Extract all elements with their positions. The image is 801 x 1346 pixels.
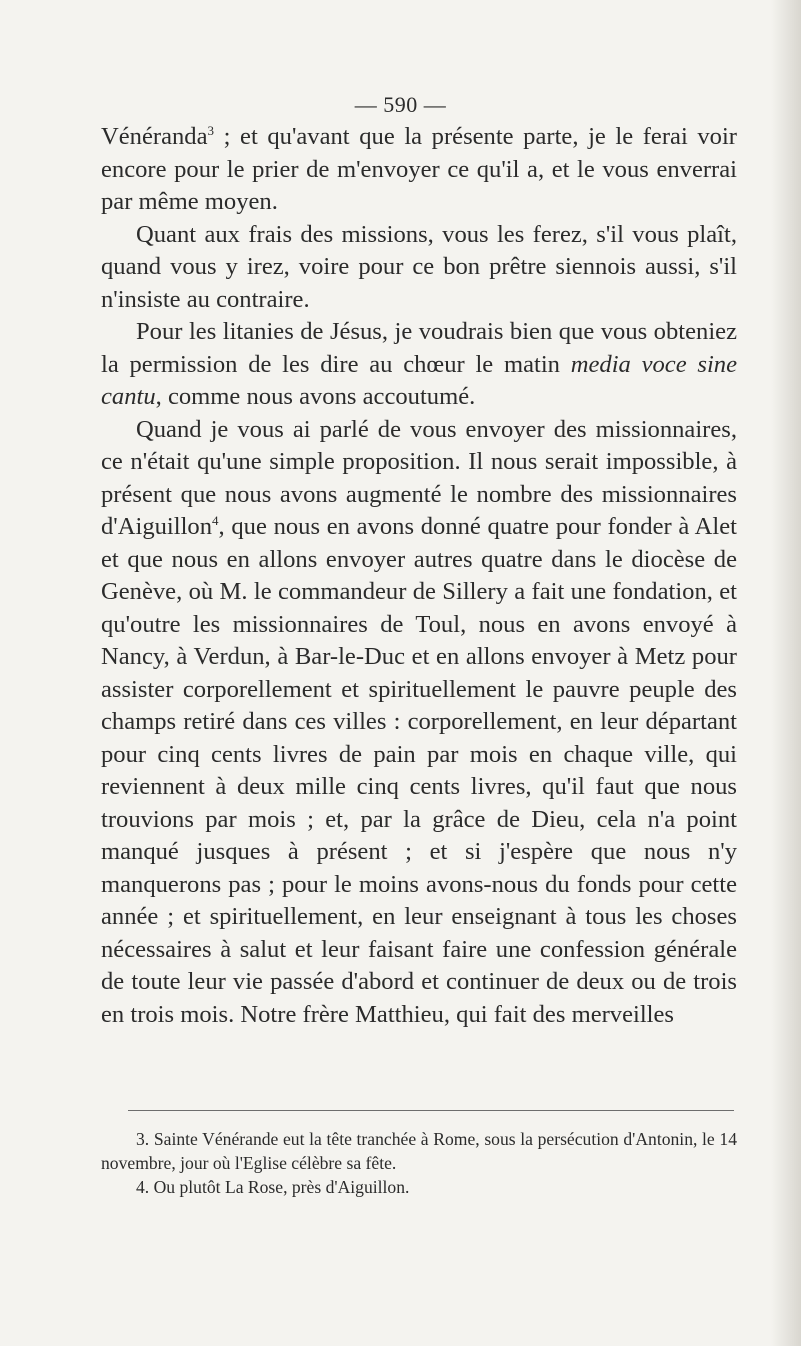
page-edge-shadow (771, 0, 801, 1346)
paragraph-3-start: Pour les litanies de Jésus, je voudrais bien que vous obteniez la permission de les dire au chœur le matin (101, 318, 737, 378)
footnote-4: 4. Ou plutôt La Rose, près d'Aiguillon. (136, 1177, 410, 1197)
paragraph-4-start: Quand je vous ai parlé de vous envoyer des missionnaires, ce n'était qu'une simple proposition. Il nous serait impossible, à présent que nous avons augmenté le nombre des missionnaires d'Aiguillon (101, 415, 737, 540)
footnote-divider (128, 1110, 734, 1111)
paragraph-4 (101, 414, 737, 1032)
footnote-3: 3. Sainte Vénérande eut la tête tranchée à Rome, sous la persécution d'Antonin, le 14 novembre, jour où l'Eglise célèbre sa fête. (101, 1129, 737, 1173)
main-text (101, 121, 737, 1031)
footnote-ref-3[interactable]: 3 (207, 122, 215, 138)
paragraph-3-end: , comme nous avons accoutumé. (155, 383, 476, 410)
latin-phrase: media voce sine cantu (101, 350, 738, 410)
footnotes (101, 1127, 737, 1199)
footnote-ref-4[interactable]: 4 (212, 512, 219, 528)
paragraph-1-end: ; et qu'avant que la présente parte, je le ferai voir encore pour le prier de m'envoyer ce qu'il a, et le vous enverrai par même moyen. (101, 123, 737, 215)
paragraph-2: Quant aux frais des missions, vous les ferez, s'il vous plaît, quand vous y irez, voire pour ce bon prêtre siennois aussi, s'il n'insiste au contraire. (101, 220, 737, 313)
paragraph-1-start: Vénéranda (101, 123, 208, 150)
page-number: — 590 — (354, 92, 447, 117)
paragraph-4-end: , que nous en avons donné quatre pour fonder à Alet et que nous en allons envoyer autres quatre dans le diocèse de Genève, où M. le commandeur de Sillery a fait une fondation, et qu'outre les missionnaires de Toul, nous en avons envoyé à Nancy, à Verdun, à Bar-le-Duc et en allons envoyer à Metz pour assister corporellement et spirituellement le pauvre peuple des champs retiré dans ces villes : corporellement, en leur départant pour cinq cents livres de pain par mois en chaque ville, qui reviennent à deux mille cinq cents livres, qu'il faut que nous trouvions par mois ; et, par la grâce de Dieu, cela n'a point manqué jusques à présent ; et si j'espère que nous n'y manquerons pas ; pour le moins avons-nous du fonds pour cette année ; et spirituellement, en leur enseignant à tous les choses nécessaires à salut et leur faisant faire une confession générale de toute leur vie passée d'abord et continuer de deux ou de trois en trois mois. Notre frère Matthieu, qui fait des merveilles (101, 513, 737, 1028)
paragraph-3 (101, 316, 737, 414)
paragraph-1 (101, 121, 737, 219)
